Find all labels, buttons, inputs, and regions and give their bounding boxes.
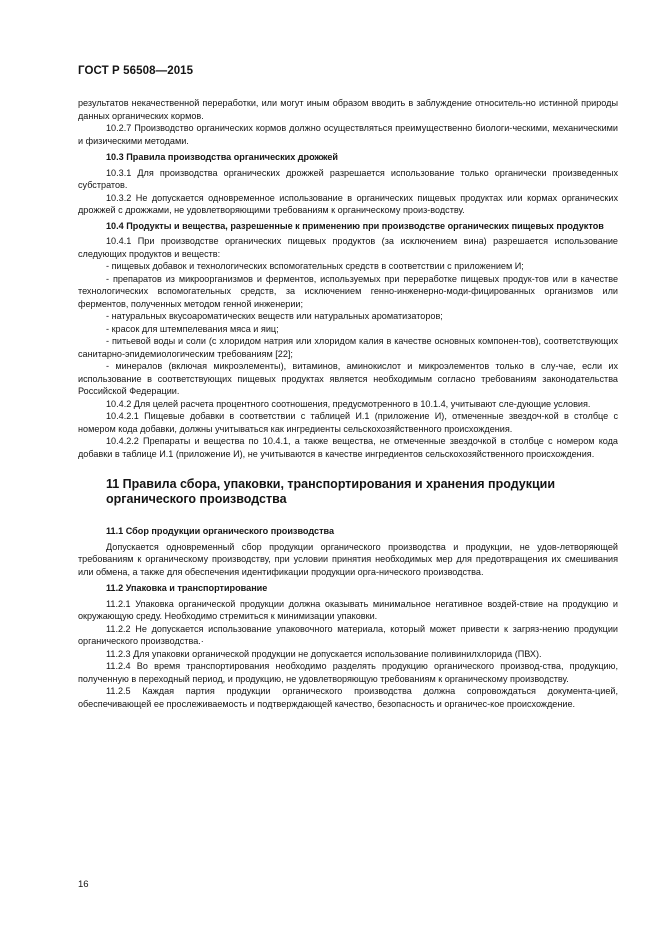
document-header: ГОСТ Р 56508—2015 <box>78 65 194 77</box>
section-heading-11: 11 Правила сбора, упаковки, транспортирования и хранения продукции органического производства <box>106 477 556 506</box>
paragraph-11-2-1: 11.2.1 Упаковка органической продукции должна оказывать минимальное негативное воздей-ствие на продукцию и окружающую среду. Необходимо стремиться к минимизации упаковки. <box>78 598 618 621</box>
list-item-text: пищевых добавок и технологических вспомогательных средств в соответствии с приложением И; <box>111 261 524 271</box>
paragraph-10-3-2: 10.3.2 Не допускается одновременное использование в органических пищевых продуктах или кормах органических дрожжей с дрожжами, не удовлетворяющими требованиям к органическому произ-водству. <box>78 192 618 215</box>
list-item-text: питьевой воды и соли (с хлоридом натрия или хлоридом калия в качестве основных компонен-тов), соответствующих санитарно-эпидемиологическим требованиям [22]; <box>78 336 619 359</box>
list-item <box>78 260 618 273</box>
paragraph-10-4-1: 10.4.1 При производстве органических пищевых продуктов (за исключением вина) разрешается использование следующих продуктов и веществ: <box>78 236 618 259</box>
dash-marker: - <box>106 273 110 284</box>
paragraph-11-1: Допускается одновременный сбор продукции органического производства и продукции, не удов-летворяющей требованиям к органическому производству, при условии принятия необходимых мер для предотвращения их смешивания или обмена, а также для обеспечения идентификации продукции орга-нического производства. <box>78 541 618 577</box>
paragraph-11-2-5: 11.2.5 Каждая партия продукции органического производства должна сопровождаться документа-цией, обеспечивающей ее прослеживаемость и подтверждающей качество, безопасность и органичес-кое происхождение. <box>78 686 618 709</box>
heading-11-1: 11.1 Сбор продукции органического производства <box>106 526 335 536</box>
list-item <box>78 273 618 311</box>
paragraph-11-2-2: 11.2.2 Не допускается использование упаковочного материала, который может привести к загряз-нению продукции органического производства.· <box>78 623 618 646</box>
list-item-text: натуральных вкусоароматических веществ или натуральных ароматизаторов; <box>111 311 443 321</box>
list-item <box>78 323 618 336</box>
dash-marker: - <box>106 311 110 321</box>
dash-marker: - <box>106 323 110 334</box>
paragraph-11-2-4: 11.2.4 Во время транспортирования необходимо разделять продукцию органического производ-ства, продукцию, полученную в переходный период, и продукцию, не удовлетворяющую требованиям к органическому производству. <box>78 661 618 684</box>
heading-10-3: 10.3 Правила производства органических дрожжей <box>106 152 338 162</box>
list-item-text: красок для штемпелевания мяса и яиц; <box>111 323 279 334</box>
paragraph-10-3-1: 10.3.1 Для производства органических дрожжей разрешается использование только органически произведенных субстратов. <box>78 167 618 190</box>
paragraph-10-2-7: 10.2.7 Производство органических кормов должно осуществляться преимущественно биологи-ческими, механическими и физическими методами. <box>78 123 618 146</box>
paragraph-11-2-3: 11.2.3 Для упаковки органической продукции не допускается использование поливинилхлорида (ПВХ). <box>106 648 542 659</box>
dash-marker: - <box>106 361 110 371</box>
list-item <box>78 335 618 360</box>
paragraph-10-4-2-1: 10.4.2.1 Пищевые добавки в соответствии с таблицей И.1 (приложение И), отмеченные звездоч-кой в столбце с номером кода добавки, должны учитываться как ингредиенты сельскохозяйственного происхождения. <box>78 411 618 434</box>
list-item <box>78 360 618 398</box>
list-item <box>78 310 618 323</box>
list-item-text: препаратов из микроорганизмов и ферментов, используемых при переработке пищевых продук-тов или в качестве технологических вспомогательных средств, за исключением генно-инженерно-моди-фицированных организмов или ферментов, полученных методом генной инженерии; <box>78 273 619 309</box>
paragraph-10-4-2: 10.4.2 Для целей расчета процентного соотношения, предусмотренного в 10.1.4, учитывают сле-дующие условия. <box>106 398 591 409</box>
dash-marker: - <box>106 336 110 346</box>
document-body <box>78 97 618 710</box>
paragraph: результатов некачественной переработки, или могут иным образом вводить в заблуждение относитель-но истинной природы данных органических кормов. <box>78 98 618 121</box>
heading-10-4: 10.4 Продукты и вещества, разрешенные к применению при производстве органических пищевых продуктов <box>106 220 604 231</box>
list-item-text: минералов (включая микроэлементы), витаминов, аминокислот и микроэлементов только в слу-чае, если их использование в соответствующих пищевых продуктах является необходимым согласно требованиям законодательства Российской Федерации. <box>78 361 618 396</box>
dash-marker: - <box>106 261 110 271</box>
heading-11-2: 11.2 Упаковка и транспортирование <box>106 583 268 593</box>
page-number: 16 <box>78 879 89 890</box>
paragraph-10-4-2-2: 10.4.2.2 Препараты и вещества по 10.4.1, а также вещества, не отмеченные звездочкой в столбце с номером кода добавки в таблице И.1 (приложение И), не учитываются в качестве ингредиентов сельскохозяйственного происхождения. <box>78 436 618 459</box>
